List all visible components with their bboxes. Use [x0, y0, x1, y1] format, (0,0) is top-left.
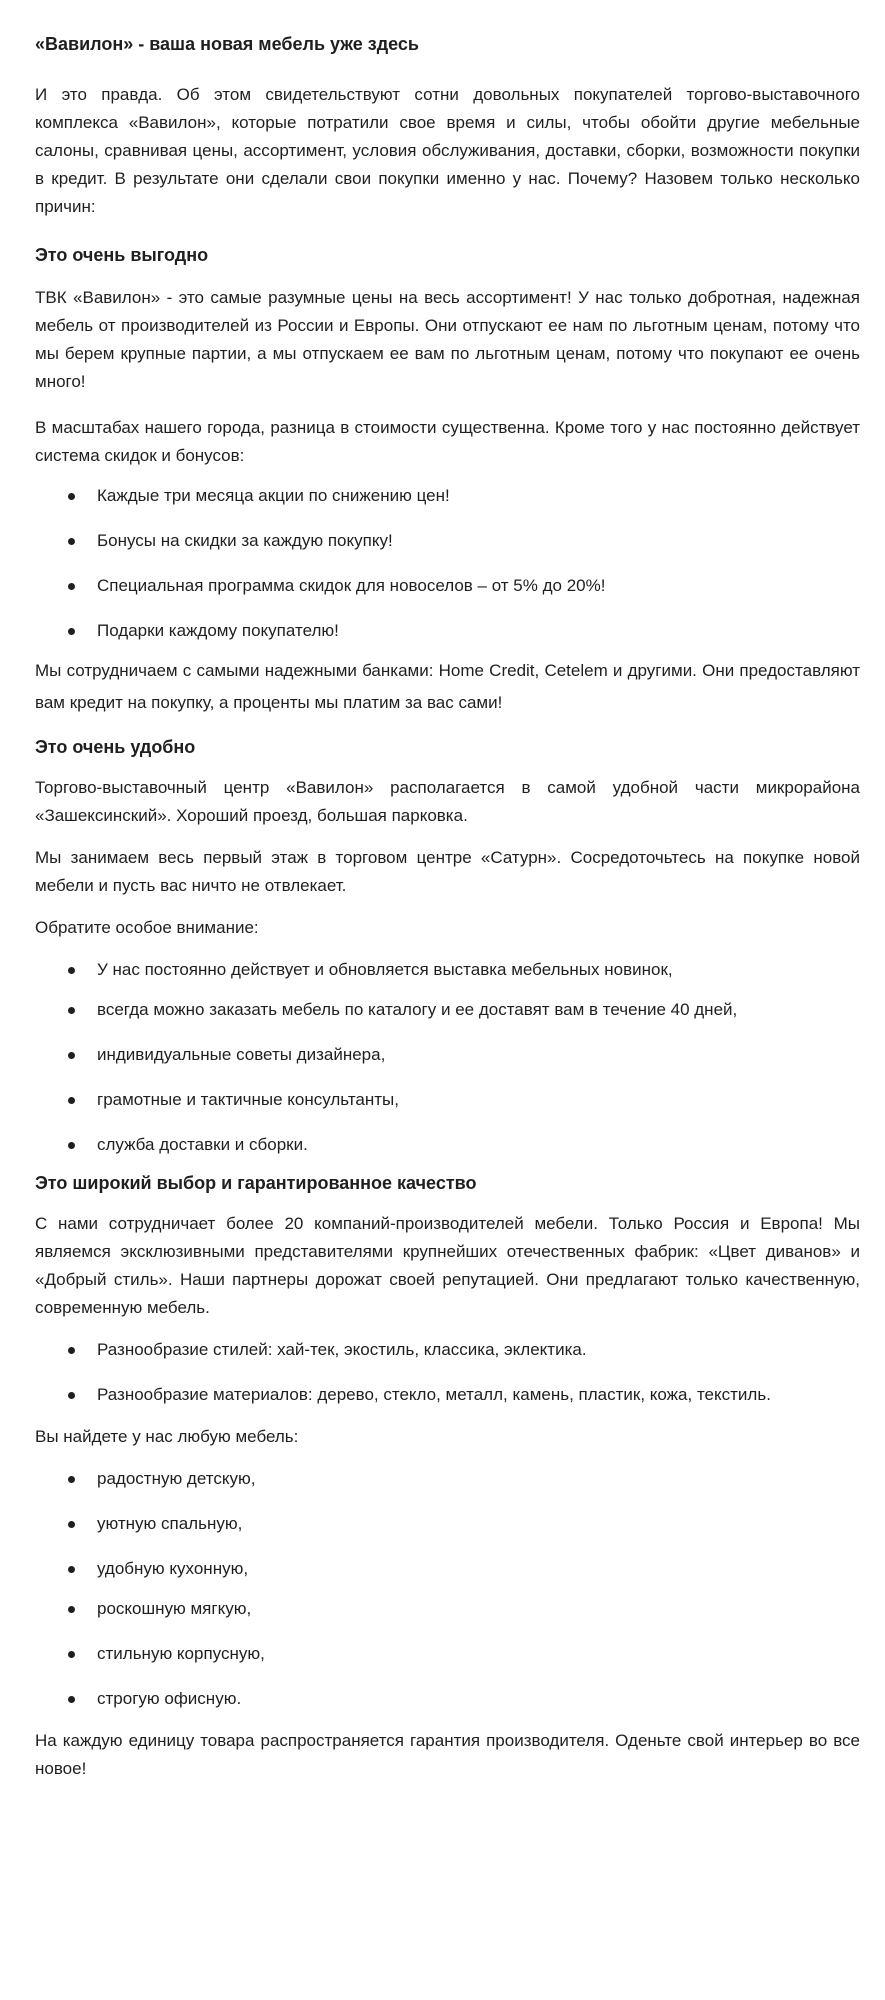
- features-list: [35, 956, 860, 1159]
- list-item: Бонусы на скидки за каждую покупку!: [35, 527, 860, 555]
- list-item: Разнообразие материалов: дерево, стекло, металл, камень, пластик, кожа, текстиль.: [35, 1381, 860, 1409]
- intro-paragraph: И это правда. Об этом свидетельствуют сотни довольных покупателей торгово-выставочного комплекса «Вавилон», которые потратили свое время и силы, чтобы обойти другие мебельные салоны, сравнивая цены, ассортимент, условия обслуживания, доставки, сборки, возможности покупки в кредит. В результате они сделали свои покупки именно у нас. Почему? Назовем только несколько причин:: [35, 85, 860, 216]
- list-item: всегда можно заказать мебель по каталогу и ее доставят вам в течение 40 дней,: [35, 996, 860, 1024]
- paragraph: Обратите особое внимание:: [35, 918, 259, 937]
- list-item: индивидуальные советы дизайнера,: [35, 1041, 860, 1069]
- page-title: «Вавилон» - ваша новая мебель уже здесь: [35, 34, 419, 54]
- furniture-types-list: [35, 1465, 860, 1713]
- list-item: Разнообразие стилей: хай-тек, экостиль, классика, эклектика.: [35, 1336, 860, 1364]
- paragraph: Торгово-выставочный центр «Вавилон» располагается в самой удобной части микрорайона «Зашексинский». Хороший проезд, большая парковка.: [35, 778, 860, 825]
- list-item: Каждые три месяца акции по снижению цен!: [35, 482, 860, 510]
- paragraph: С нами сотрудничает более 20 компаний-производителей мебели. Только Россия и Европа! Мы являемся эксклюзивными представителями крупнейших отечественных фабрик: «Цвет диванов» и «Добрый стиль». Наши партнеры дорожат своей репутацией. Они предлагают только качественную, современную мебель.: [35, 1214, 860, 1317]
- list-item: У нас постоянно действует и обновляется выставка мебельных новинок,: [35, 956, 860, 984]
- paragraph: Вы найдете у нас любую мебель:: [35, 1427, 299, 1446]
- heading-choice-quality: Это широкий выбор и гарантированное качество: [35, 1173, 477, 1193]
- list-item: радостную детскую,: [35, 1465, 860, 1493]
- list-item: Специальная программа скидок для новоселов – от 5% до 20%!: [35, 572, 860, 600]
- discounts-list: [35, 482, 860, 645]
- paragraph: Мы занимаем весь первый этаж в торговом центре «Сатурн». Сосредоточьтесь на покупке новой мебели и пусть вас ничто не отвлекает.: [35, 848, 860, 895]
- list-item: строгую офисную.: [35, 1685, 860, 1713]
- list-item: уютную спальную,: [35, 1510, 860, 1538]
- list-item: Подарки каждому покупателю!: [35, 617, 860, 645]
- paragraph: ТВК «Вавилон» - это самые разумные цены на весь ассортимент! У нас только добротная, надежная мебель от производителей из России и Европы. Они отпускают ее нам по льготным ценам, потому что мы берем крупные партии, а мы отпускаем ее вам по льготным ценам, потому что покупают ее очень много!: [35, 288, 860, 391]
- list-item: роскошную мягкую,: [35, 1595, 860, 1623]
- list-item: грамотные и тактичные консультанты,: [35, 1086, 860, 1114]
- list-item: удобную кухонную,: [35, 1555, 860, 1583]
- closing-paragraph: На каждую единицу товара распространяется гарантия производителя. Оденьте свой интерьер во все новое!: [35, 1731, 860, 1778]
- list-item: служба доставки и сборки.: [35, 1131, 860, 1159]
- list-item: стильную корпусную,: [35, 1640, 860, 1668]
- heading-convenient: Это очень удобно: [35, 737, 196, 757]
- paragraph: В масштабах нашего города, разница в стоимости существенна. Кроме того у нас постоянно действует система скидок и бонусов:: [35, 418, 860, 465]
- paragraph: Мы сотрудничаем с самыми надежными банками: Home Credit, Cetelem и другими. Они предоставляют вам кредит на покупку, а проценты мы платим за вас сами!: [35, 661, 860, 712]
- variety-list: [35, 1336, 860, 1409]
- heading-profitable: Это очень выгодно: [35, 245, 209, 265]
